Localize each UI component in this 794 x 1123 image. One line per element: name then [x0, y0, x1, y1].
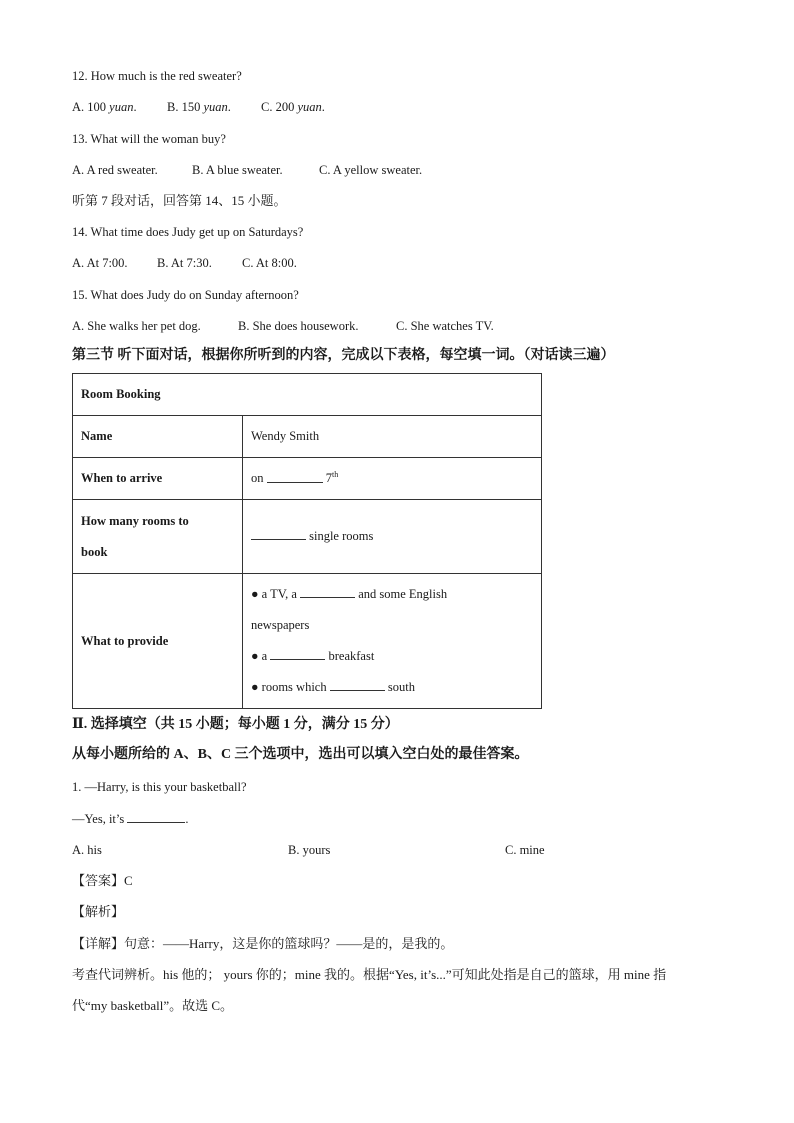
rooms-suffix: single rooms — [306, 529, 374, 543]
rooms-label-line2: book — [81, 544, 108, 559]
q1-line2-end: . — [185, 812, 189, 826]
answer-label: 【答案】 — [72, 873, 125, 888]
provide-line-2 — [251, 641, 533, 672]
q13-option-a: A. A red sweater. — [72, 163, 158, 177]
arrive-prefix: on — [251, 471, 267, 486]
section-7-instruction: 听第 7 段对话，回答第 14、15 小题。 — [72, 193, 287, 208]
arrive-blank — [267, 472, 323, 483]
rooms-label — [73, 500, 243, 574]
question-13-stem: 13. What will the woman buy? — [72, 132, 226, 146]
table-row — [73, 574, 542, 709]
question-12-options — [72, 99, 325, 115]
rooms-blank — [251, 529, 306, 540]
q12-option-c-unit: yuan — [297, 100, 322, 114]
question-14-options — [72, 255, 297, 271]
provide-value — [243, 574, 542, 709]
provide-1b: and some English — [355, 587, 448, 601]
name-value: Wendy Smith — [243, 416, 542, 458]
provide-blank-1 — [300, 587, 355, 598]
name-label: Name — [73, 416, 243, 458]
q1-blank — [127, 812, 185, 823]
question-1-line2 — [72, 811, 188, 827]
q12-option-c: C. 200 — [261, 100, 298, 114]
question-12-stem: 12. How much is the red sweater? — [72, 69, 242, 83]
part-2-title: Ⅱ. 选择填空（共 15 小题；每小题 1 分，满分 15 分） — [72, 717, 399, 732]
q15-option-c: C. She watches TV. — [396, 319, 494, 333]
rooms-label-line1: How many rooms to — [81, 513, 189, 528]
table-row — [73, 500, 542, 574]
q12-option-a-end: . — [133, 100, 137, 114]
q14-option-b: B. At 7:30. — [157, 256, 212, 270]
arrive-suffix: 7 — [322, 471, 332, 486]
table-row — [73, 374, 542, 416]
arrive-label: When to arrive — [73, 458, 243, 500]
provide-3b: south — [384, 680, 415, 694]
q12-option-b-end: . — [227, 100, 231, 114]
answer-line — [72, 873, 133, 889]
table-row — [73, 458, 542, 500]
analysis-label: 【解析】 — [72, 904, 125, 919]
answer-value: C — [124, 873, 133, 888]
q15-option-b: B. She does housework. — [238, 319, 359, 333]
q14-option-c: C. At 8:00. — [242, 256, 297, 270]
table-row — [73, 416, 542, 458]
room-booking-table — [72, 373, 542, 709]
provide-line-1 — [251, 579, 533, 610]
question-15-options — [72, 318, 494, 334]
provide-2a: ● a — [251, 649, 271, 663]
provide-1a: ● a TV, a — [251, 587, 301, 601]
arrive-value — [243, 458, 542, 500]
provide-2b: breakfast — [325, 649, 375, 663]
q1-option-c: C. mine — [505, 843, 545, 857]
table-title: Room Booking — [73, 374, 542, 416]
question-15-stem: 15. What does Judy do on Sunday afternoon? — [72, 288, 299, 302]
question-13-options — [72, 162, 422, 178]
provide-blank-3 — [330, 680, 385, 691]
provide-line-1c: newspapers — [251, 618, 310, 632]
q1-option-a: A. his — [72, 843, 102, 857]
provide-label: What to provide — [73, 574, 243, 709]
q12-option-a-unit: yuan — [109, 100, 134, 114]
detail-text: 【详解】句意：——Harry，这是你的篮球吗？——是的，是我的。 — [72, 936, 454, 951]
provide-3a: ● rooms which — [251, 680, 330, 694]
q12-option-b: B. 150 — [167, 100, 204, 114]
q14-option-a: A. At 7:00. — [72, 256, 128, 270]
q15-option-a: A. She walks her pet dog. — [72, 319, 201, 333]
q12-option-a: A. 100 — [72, 100, 110, 114]
provide-blank-2 — [270, 649, 325, 660]
q13-option-b: B. A blue sweater. — [192, 163, 283, 177]
question-1-line1: 1. —Harry, is this your basketball? — [72, 780, 247, 794]
part-2-instruction: 从每小题所给的 A、B、C 三个选项中，选出可以填入空白处的最佳答案。 — [72, 747, 529, 762]
q1-line2-text: —Yes, it’s — [72, 812, 128, 826]
explanation-line-2: 代“my basketball”。故选 C。 — [72, 998, 234, 1013]
arrive-sup: th — [332, 470, 339, 480]
question-14-stem: 14. What time does Judy get up on Saturdays? — [72, 225, 304, 239]
explanation-line-1: 考查代词辨析。his 他的； yours 你的；mine 我的。根据“Yes, it’s...”可知此处指是自己的篮球，用 mine 指 — [72, 967, 667, 982]
q12-option-c-end: . — [321, 100, 325, 114]
rooms-value — [243, 500, 542, 574]
provide-line-3 — [251, 672, 533, 703]
q13-option-c: C. A yellow sweater. — [319, 163, 423, 177]
q1-option-b: B. yours — [288, 843, 331, 857]
section-3-heading: 第三节 听下面对话，根据你所听到的内容，完成以下表格，每空填一词。（对话读三遍） — [72, 348, 615, 363]
question-1-options — [72, 842, 545, 858]
q12-option-b-unit: yuan — [203, 100, 228, 114]
